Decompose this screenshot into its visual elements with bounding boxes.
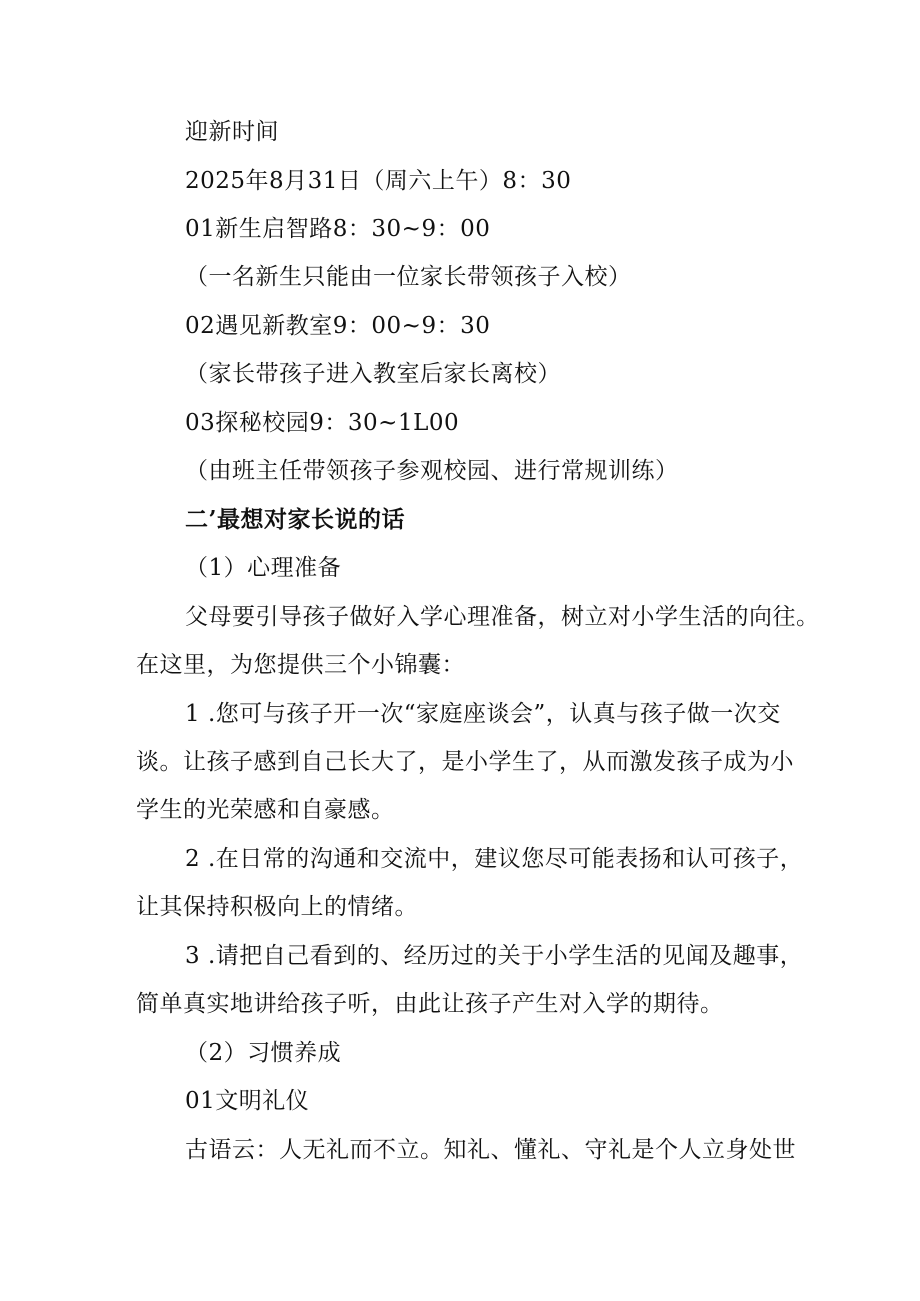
schedule-note-1: （一名新生只能由一位家长带领孩子入校） <box>185 264 632 290</box>
schedule-item-2: 02遇见新教室9：00~9：30 <box>185 313 491 339</box>
welcome-date-line: 2025年8月31日（周六上午）8：30 <box>185 168 572 194</box>
schedule-item-1: 01新生启智路8：30~9：00 <box>185 216 491 242</box>
schedule-note-2: （家长带孩子进入教室后家长离校） <box>185 361 561 387</box>
subsection-title-psychological-preparation: （1）心理准备 <box>185 555 342 581</box>
tip-3-line-2: 简单真实地讲给孩子听，由此让孩子产生对入学的期待。 <box>136 991 724 1017</box>
subsection-title-habit-building: （2）习惯养成 <box>185 1040 342 1066</box>
tip-1-line-3: 学生的光荣感和自豪感。 <box>136 797 395 823</box>
tip-1-line-1: 1 .您可与孩子开一次“家庭座谈会”，认真与孩子做一次交 <box>185 701 781 727</box>
tip-3-line-1: 3 .请把自己看到的、经历过的关于小学生活的见闻及趣事， <box>185 943 804 969</box>
section-title-welcome-time: 迎新时间 <box>185 119 279 145</box>
section-title-parent-message: 二’最想对家长说的话 <box>185 506 406 533</box>
etiquette-paragraph-line-1: 古语云：人无礼而不立。知礼、懂礼、守礼是个人立身处世 <box>185 1137 796 1163</box>
habit-item-title-etiquette: 01文明礼仪 <box>185 1088 310 1114</box>
schedule-item-3: 03探秘校园9：30~1L00 <box>185 410 460 436</box>
tip-2-line-1: 2 .在日常的沟通和交流中，建议您尽可能表扬和认可孩子， <box>185 846 804 872</box>
paragraph-1-line-2: 在这里，为您提供三个小锦囊： <box>136 652 465 678</box>
paragraph-1-line-1: 父母要引导孩子做好入学心理准备，树立对小学生活的向往。 <box>185 604 820 630</box>
tip-2-line-2: 让其保持积极向上的情绪。 <box>136 894 418 920</box>
schedule-note-3: （由班主任带领孩子参观校园、进行常规训练） <box>185 458 679 484</box>
tip-1-line-2: 谈。让孩子感到自己长大了，是小学生了，从而激发孩子成为小 <box>136 749 794 775</box>
